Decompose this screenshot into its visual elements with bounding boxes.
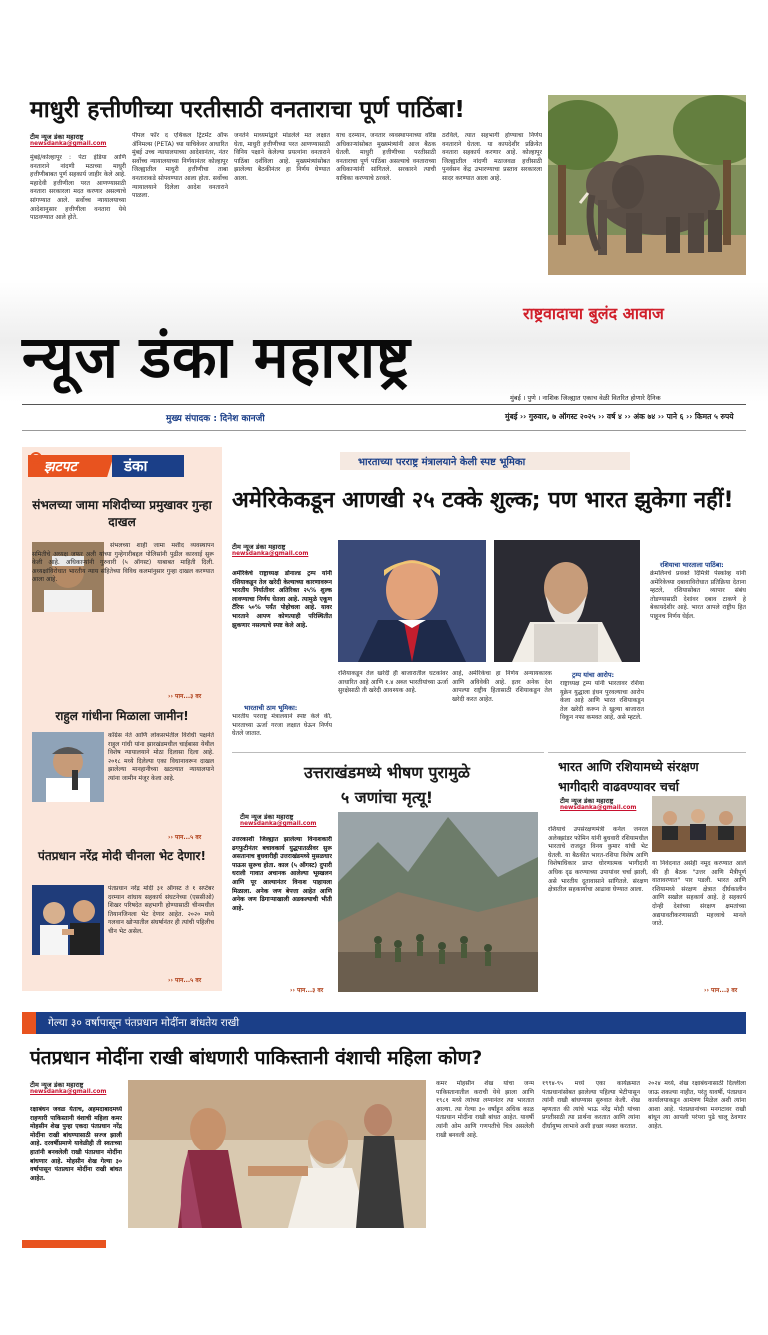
flood-byline-box bbox=[240, 812, 336, 827]
russia-col-1: रशियाचे उपसंरक्षणमंत्री कर्नल जनरल अलेक्झांडर फोमिन यांनी बुधवारी रशियामधील भारताचे राजदूत विनय कुमार यांची भेट घेतली. या बैठकीत भारत-रशिया विशेष आणि विशेषाधिकार प्राप्त धोरणात्मक भागीदारी अधिक दृढ करण्याच्या उपायांवर चर्चा झाली, असे भारतीय दूतावासाने सांगितले. संरक्षण क्षेत्रातील सहकार्याचा आढावा घेण्यात आला. bbox=[548, 826, 648, 894]
us-sub1-body: भारतीय परराष्ट्र मंत्रालयाने स्पष्ट केले की, भारताच्या ऊर्जा गरजा लक्षात घेऊन निर्णय घेतले जातात. bbox=[232, 713, 332, 738]
editor-label: मुख्य संपादक : दिनेश कानजी bbox=[166, 414, 265, 424]
sidebar-item-3-more[interactable]: ›› पान...५ वर bbox=[168, 977, 202, 984]
us-col-c: राष्ट्राध्यक्ष ट्रम्प यांनी भारतावर रशिया युक्रेन युद्धाला इंधन पुरवल्याचा आरोप केला आहे आणि भारत रशियाकडून तेल खरेदी करून ते खुल्या बाजारात विकून नफा कमवत आहे, असे म्हटले. bbox=[560, 680, 644, 722]
rakhi-email-link[interactable]: newsdanka@gmail.com bbox=[30, 1089, 107, 1095]
us-col-d: क्रेमलिनचे प्रवक्ते दिमित्री पेस्कोव्ह यांनी अमेरिकेच्या दबावाविरोधात प्रतिक्रिया देताना म्हटले, रशियासोबत व्यापार संबंध तोडण्यासाठी देशांवर दबाव टाकणे हे बेकायदेशीर आहे. भारत आपले राष्ट्रीय हित पाहूनच निर्णय घेईल. bbox=[650, 570, 746, 620]
us-kicker: भारताच्या परराष्ट्र मंत्रालयाने केली स्पष्ट भूमिका bbox=[358, 457, 526, 468]
sidebar-item-1-body: संभलच्या शाही जामा मशीद व्यवस्थापन समितीचे अध्यक्ष जफर अली यांच्या गुन्हेगारीबद्दल पोलिसांनी पुढील कारवाई सुरू केली आहे. अधिकाऱ्यांनी गुरुवारी (५ ऑगस्ट) याबाबत माहिती दिली. अध्यक्षांविरोधात भारतीय न्याय संहितेच्या विविध कलमांनुसार गुन्हा दाखल करण्यात आला आहे. bbox=[32, 542, 214, 584]
issue-line: मुंबई ›› गुरुवार, ७ ऑगस्ट २०२५ ›› वर्ष ४ ›› अंक ७४ ›› पाने ६ ›› किमत ५ रुपये bbox=[505, 412, 734, 421]
russia-col-2: या निवेदनात असेही नमूद करण्यात आले की ही बैठक "उत्तर आणि मैत्रीपूर्ण वातावरणात" पार पडली. भारत आणि रशियामध्ये संरक्षण क्षेत्रात दीर्घकालीन आणि सखोल सहकार्य आहे. हे सहकार्य दोन्ही देशांच्या संरक्षण क्षमतांच्या अद्ययावतीकरणासाठी महत्त्वाचे मानले जाते. bbox=[652, 860, 746, 928]
rakhi-lead: रक्षाबंधन जवळ येताच, अहमदाबादमध्ये राहणारी पाकिस्तानी वंशाची महिला कमर मोहसीन शेख पुन्हा एकदा पंतप्रधान नरेंद्र मोदींना राखी बांधण्यासाठी सज्ज झाली आहे. दरवर्षीप्रमाणे यावेळीही ती स्वतःच्या हातांनी बनवलेली राखी पंतप्रधान मोदींना बांधणार आहे. मोहसीन शेख गेल्या ३० वर्षापासून पंतप्रधान मोदींना राखी बांधत आहेत. bbox=[30, 1106, 122, 1182]
us-email-link[interactable]: newsdanka@gmail.com bbox=[232, 551, 309, 557]
us-sub3: रशियाचा भारताला पाठिंबा: bbox=[660, 561, 724, 569]
flood-headline-box bbox=[232, 760, 542, 810]
elephant-photo bbox=[548, 95, 746, 275]
sidebar-item-2-more[interactable]: ›› पान...५ वर bbox=[168, 834, 202, 841]
sidebar-item-1-title: संभलच्या जामा मशिदीच्या प्रमुखावर गुन्हा दाखल bbox=[32, 498, 212, 529]
sidebar-brand-b: डंका bbox=[124, 457, 148, 475]
masthead-tagline: राष्ट्रवादाचा बुलंद आवाज bbox=[523, 304, 664, 323]
us-sub2: ट्रम्प यांचा आरोप: bbox=[572, 671, 615, 679]
us-col-b: आहे, अमेरिकेचा हा निर्णय अन्यायकारक आणि अविवेकी आहे. इतर अनेक देश आपल्या राष्ट्रीय हितासाठी रशियाकडून तेल खरेदी करत आहेत. bbox=[452, 670, 552, 703]
sidebar-item-2-photo bbox=[32, 732, 104, 802]
modi-photo bbox=[494, 540, 640, 662]
sidebar-item-3-body: पंतप्रधान नरेंद्र मोदी ३१ ऑगस्ट ते १ सप्टेंबर दरम्यान शांघाय सहकार्य संघटनेच्या (एससीओ) शिखर परिषदेत सहभागी होण्यासाठी चीनमधील तियानजिनला भेट देणार आहेत. २०२० मध्ये गलवान खोऱ्यातील संघर्षानंतर ही त्यांची पहिलीच चीन भेट असेल. bbox=[108, 885, 214, 935]
russia-email-link[interactable]: newsdanka@gmail.com bbox=[560, 805, 637, 811]
flood-more[interactable]: ›› पान...३ वर bbox=[290, 987, 324, 994]
top-col-1: मुंबई/कोल्हापूर : पेटा इंडिया आणि वनताराने नांदणी मठाच्या माधुरी हत्तीणीबाबत पूर्ण सहकार्य जाहीर केले आहे. महादेवी हत्तीणीला परत आणण्यासाठी वनतारा सरकारला मदत करणार असल्याचे सांगण्यात आले. सर्वोच्च न्यायालयाच्या आदेशानुसार हत्तीणीला वनतारा येथे पाठवण्यात आले होते. bbox=[30, 154, 126, 222]
flood-rule bbox=[232, 752, 544, 753]
top-headline: माधुरी हत्तीणीच्या परतीसाठी वनताराचा पूर्ण पाठिंबा! bbox=[30, 97, 465, 123]
flood-headline-2: ५ जणांचा मृत्यू! bbox=[340, 788, 434, 807]
flood-photo bbox=[338, 812, 538, 992]
top-byline-box bbox=[30, 132, 126, 147]
top-col-2: पीपल फॉर द एथिकल ट्रिटमेंट ऑफ ॲनिमल्स (PETA) च्या याचिकेवर आधारित मुंबई उच्च न्यायालयाच्या आदेशानंतर, नंतर सर्वोच्च न्यायालयाच्या निर्णयानंतर कोल्हापूर जिल्ह्यातील माधुरी हत्तीणीचा ताबा वनताराकडे सोपवण्यात आला होता. सर्वोच्च न्यायालयाने दिलेला आदेश वनताराने पाळला. bbox=[132, 132, 228, 200]
top-col-4: याच दरम्यान, जनतार व्यवस्थापनाच्या वरिष्ठ अधिकाऱ्यांसोबत मुख्यमंत्र्यांनी आज बैठक घेतली. माधुरी हत्तीणीच्या परतीसाठी वनताराचा पूर्ण पाठिंबा असल्याचे वनताराच्या अधिकाऱ्यांनी सांगितले. सरकारने त्याची याचिका करण्याचे ठरवले. bbox=[336, 132, 436, 182]
paperclip-icon bbox=[30, 452, 42, 464]
rakhi-banner-accent bbox=[22, 1012, 36, 1034]
rakhi-photo bbox=[128, 1080, 426, 1228]
russia-byline-box bbox=[560, 796, 660, 811]
russia-byline: टीम न्यूज डंका महाराष्ट्र bbox=[560, 797, 614, 805]
rakhi-banner: गेल्या ३० वर्षापासून पंतप्रधान मोदींना बांधतेय राखी bbox=[48, 1017, 240, 1029]
sidebar-item-2-title: राहुल गांधीना मिळाला जामीन! bbox=[55, 709, 189, 723]
top-col-5: ठरविले, त्यात सहभागी होण्याचा निर्णय वनताराने घेतला. या कायदेशीर प्रक्रियेत वनतारा सहकार्य करणार आहे. कोल्हापूर जिल्ह्यातील नांदणी मठाजवळ हत्तीसाठी पुनर्वसन केंद्र उभारण्याचा प्रस्ताव सरकारला सादर करण्यात आला आहे. bbox=[442, 132, 542, 182]
masthead-rule-2 bbox=[22, 430, 746, 431]
flood-email-link[interactable]: newsdanka@gmail.com bbox=[240, 821, 317, 827]
flood-byline: टीम न्यूज डंका महाराष्ट्र bbox=[240, 813, 294, 821]
sidebar-item-1-more[interactable]: ›› पान...३ वर bbox=[168, 693, 202, 700]
masthead-rule bbox=[22, 404, 746, 405]
russia-rule bbox=[548, 752, 746, 753]
sidebar-item-2-body: काँग्रेस नेते आणि लोकसभेतील विरोधी पक्षनेते राहुल गांधी यांना झारखंडमधील चाईबासा येथील विशेष न्यायालयाने मोठा दिलासा दिला आहे. २०१८ मध्ये दिलेल्या एका विधानावरून दाखल झालेल्या मानहानीच्या खटल्यात न्यायालयाने त्यांना जामीन मंजूर केला आहे. bbox=[108, 732, 214, 782]
us-lead: अमेरिकेचे राष्ट्राध्यक्ष डोनाल्ड ट्रम्प यांनी रशियाकडून तेल खरेदी केल्याच्या कारणावरून भारतीय निर्यातीवर अतिरिक्त २५% शुल्क लावण्याचा निर्णय घेतला आहे. त्यामुळे एकूण टॅरिफ ५०% पर्यंत पोहोचला आहे. यावर भारताने आपण कोणत्याही परिस्थितीत झुकणार नसल्याचे स्पष्ट केले आहे. bbox=[232, 570, 332, 629]
russia-headline-2: भागीदारी वाढवण्यावर चर्चा bbox=[558, 779, 680, 794]
flood-body: उत्तरकाशी जिल्ह्यात झालेल्या विनाशकारी ढगफुटीनंतर बचावकार्य युद्धपातळीवर सुरू असतानाच बुधवारीही उत्तराखंडमध्ये मुसळधार पाऊस सुरूच होता. काल (५ ऑगस्ट) दुपारी धराली गावात अचानक आलेल्या भूस्खलन आणि पूर आल्यानंतर विनाश पाहायला मिळाला. अनेक जण बेपत्ता आहेत आणि अनेक जण ढिगाऱ्याखाली अडकल्याची भीती आहे. bbox=[232, 836, 332, 912]
us-sub1: भारताची ठाम भूमिका: bbox=[244, 704, 298, 712]
masthead-cities: मुंबई । पुणे । नाशिक जिल्ह्यात एकाच वेळी वितरित होणारे दैनिक bbox=[510, 394, 661, 402]
rakhi-col-2: १९९४-९५ मध्ये एका कार्यक्रमात पंतप्रधानांसोबत झालेल्या पहिल्या भेटीपासून त्यांनी राखी बांधण्यास सुरुवात केली. शेख म्हणतात की त्यांचे भाऊ नरेंद्र मोदी यांच्या प्रगतीसाठी त्या प्रार्थना करतात आणि त्यांना दीर्घायुष्य लाभावे अशी इच्छा व्यक्त करतात. bbox=[542, 1080, 640, 1130]
us-byline: टीम न्यूज डंका महाराष्ट्र bbox=[232, 543, 286, 551]
top-col-3: जनतेने माध्यमांद्वारे मांडलेले मत लक्षात घेता, माधुरी हत्तीणीच्या परत आणण्यासाठी विनिय पक्षाने केलेल्या प्रयत्नांना वनताराने पाठिंबा दर्शविला आहे. मुख्यमंत्र्यांसोबत झालेल्या बैठकीनंतर हा निर्णय घेण्यात आला. bbox=[234, 132, 330, 182]
flood-headline-1: उत्तराखंडमध्ये भीषण पुरामुळे bbox=[304, 763, 470, 782]
us-col-a: रशियाकडून तेल खरेदी ही बाजारातील घटकांवर आधारित आहे आणि १.४ अब्ज भारतीयांच्या ऊर्जा सुरक्षेसाठी ती खरेदी आवश्यक आहे. bbox=[338, 670, 448, 695]
sidebar-item-3-photo bbox=[32, 885, 104, 955]
sidebar-brand-b-bg bbox=[112, 455, 184, 477]
russia-headline-1: भारत आणि रशियामध्ये संरक्षण bbox=[558, 759, 699, 774]
trump-photo bbox=[338, 540, 486, 662]
rakhi-byline-box bbox=[30, 1080, 126, 1095]
russia-more[interactable]: ›› पान...३ वर bbox=[704, 987, 738, 994]
russia-photo bbox=[652, 796, 746, 852]
rakhi-col-3: २०२४ मध्ये, शेख रक्षाबंधनासाठी दिल्लीला जाऊ शकल्या नाहीत, परंतु यावर्षी, पंतप्रधान कार्यालयाकडून आमंत्रण मिळेल अशी त्यांना आशा आहे. पंतप्रधानांच्या मनगटावर राखी बांधून त्या आपली परंपरा पुढे चालू ठेवणार आहेत. bbox=[648, 1080, 746, 1130]
rakhi-byline: टीम न्यूज डंका महाराष्ट्र bbox=[30, 1081, 84, 1089]
sidebar-brand-a: झटपट bbox=[44, 459, 77, 475]
masthead-title: न्यूज डंका महाराष्ट्र bbox=[22, 323, 411, 391]
top-email-link[interactable]: newsdanka@gmail.com bbox=[30, 141, 107, 147]
sidebar-item-3-title: पंतप्रधान नरेंद्र मोदी चीनला भेट देणार! bbox=[38, 849, 206, 863]
rakhi-headline: पंतप्रधान मोदींना राखी बांधणारी पाकिस्तानी वंशाची महिला कोण? bbox=[30, 1047, 483, 1069]
footer-accent-bar bbox=[22, 1240, 106, 1248]
russia-headline-box bbox=[558, 757, 699, 797]
top-byline: टीम न्यूज डंका महाराष्ट्र bbox=[30, 133, 84, 141]
us-byline-box bbox=[232, 542, 332, 557]
us-headline: अमेरिकेकडून आणखी २५ टक्के शुल्क; पण भारत झुकेगा नहीं! bbox=[232, 488, 734, 513]
rakhi-col-1: कमर मोहसीन शेख यांचा जन्म पाकिस्तानातील कराची येथे झाला आणि १९८१ मध्ये त्यांच्या लग्नानंतर त्या भारतात आल्या. त्या गेल्या ३० वर्षांहून अधिक काळ पंतप्रधान मोदींना राखी बांधत आहेत. यावर्षी त्यांनी ओम आणि गणपतीचे चित्र असलेली राखी बनवली आहे. bbox=[436, 1080, 534, 1139]
